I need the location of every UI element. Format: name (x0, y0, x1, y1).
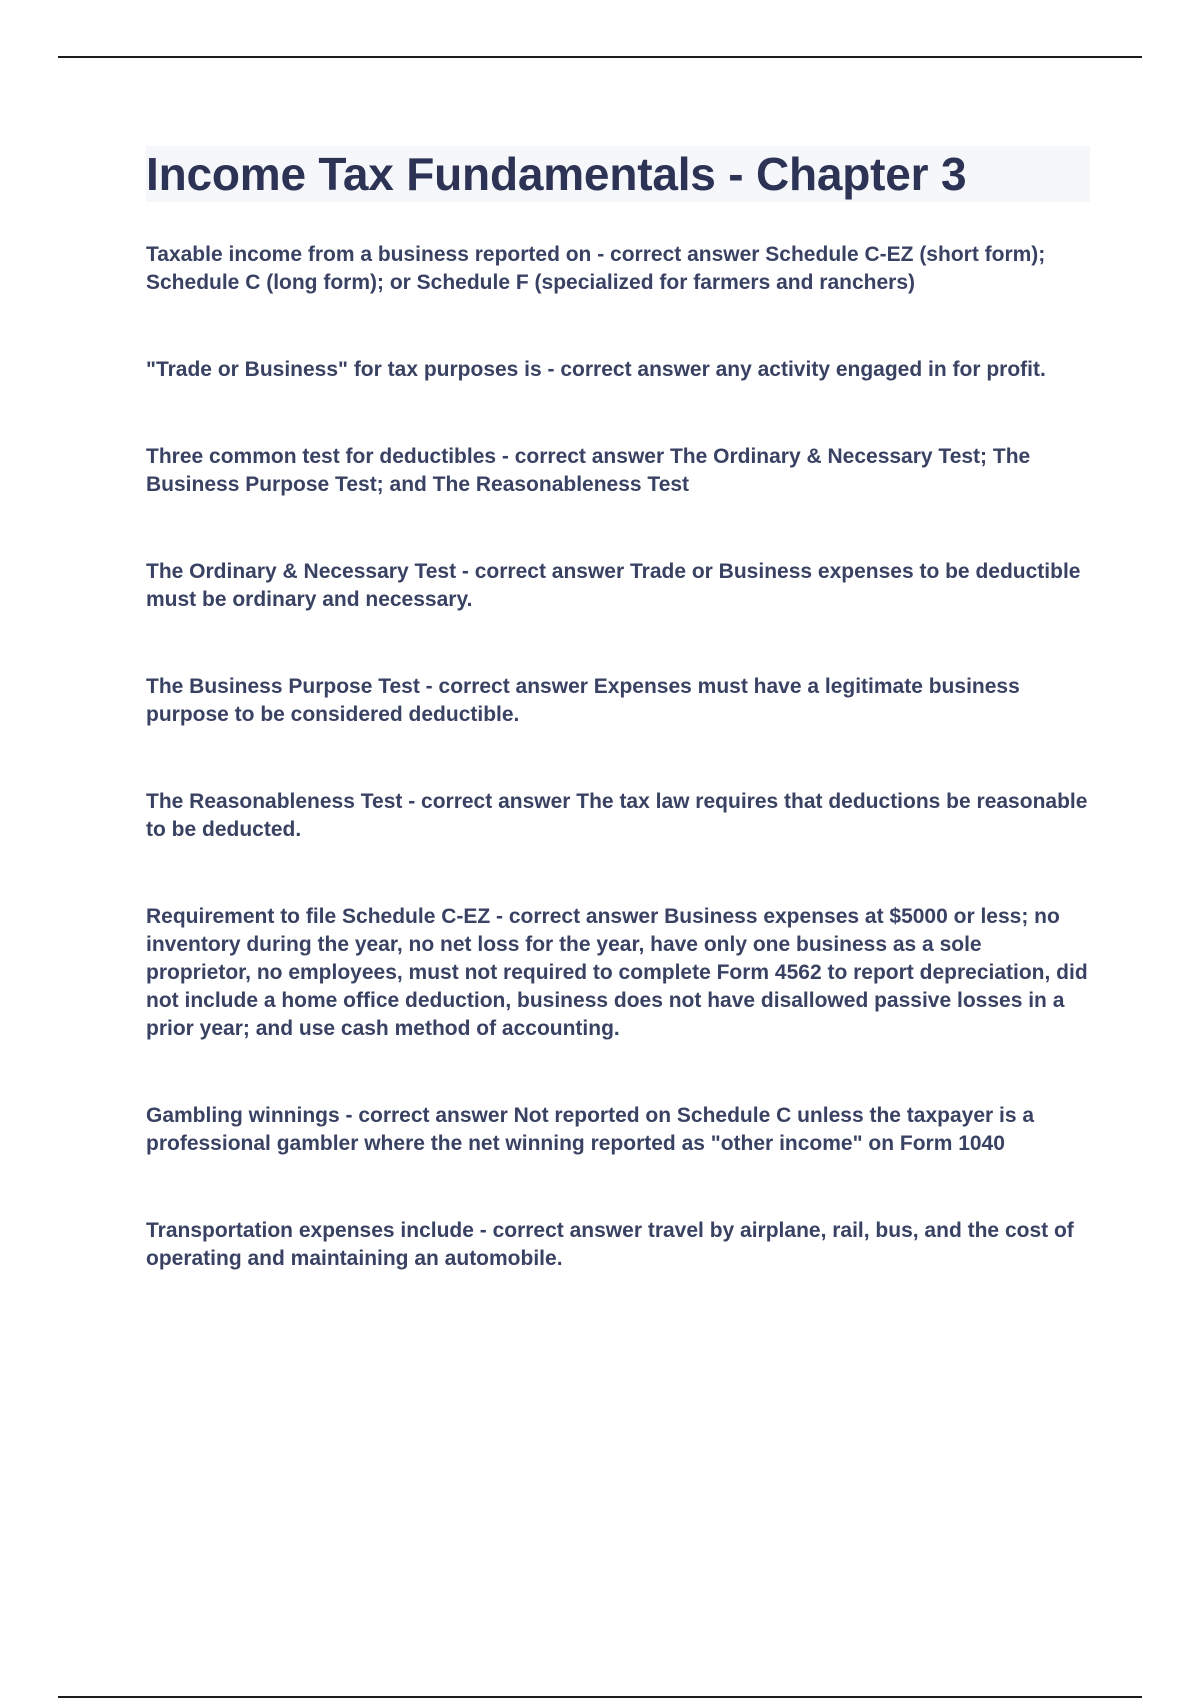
flashcard-schedule-c-ez-requirements: Requirement to file Schedule C-EZ - correct answer Business expenses at $5000 or less; no inventory during the year, no net loss for the year, have only one business as a sole proprietor, no employees, must not required to complete Form 4562 to report depreciation, did not include a home office deduction, business does not have disallowed passive losses in a prior year; and use cash method of accounting. (146, 905, 1088, 1040)
flashcard-gambling-winnings: Gambling winnings - correct answer Not reported on Schedule C unless the taxpayer is a professional gambler where the net winning reported as "other income" on Form 1040 (146, 1104, 1035, 1155)
flashcard-business-purpose-test: The Business Purpose Test - correct answer Expenses must have a legitimate business purpose to be considered deductible. (146, 675, 1020, 726)
document-body (146, 146, 1090, 1332)
flashcard-transportation-expenses: Transportation expenses include - correct answer travel by airplane, rail, bus, and the cost of operating and maintaining an automobile. (146, 1219, 1074, 1270)
flashcard-three-deductible-tests: Three common test for deductibles - correct answer The Ordinary & Necessary Test; The Business Purpose Test; and The Reasonableness Test (146, 445, 1031, 496)
title-band (146, 146, 1090, 202)
flashcard-business-income-schedules: Taxable income from a business reported on - correct answer Schedule C-EZ (short form); Schedule C (long form); or Schedule F (specialized for farmers and ranchers) (146, 243, 1046, 294)
bottom-rule (58, 1696, 1142, 1698)
top-rule (58, 56, 1142, 58)
flashcard-reasonableness-test: The Reasonableness Test - correct answer The tax law requires that deductions be reasonable to be deducted. (146, 790, 1088, 841)
document-title: Income Tax Fundamentals - Chapter 3 (146, 148, 967, 200)
flashcard-trade-or-business: "Trade or Business" for tax purposes is - correct answer any activity engaged in for profit. (146, 358, 1046, 381)
flashcard-ordinary-necessary-test: The Ordinary & Necessary Test - correct answer Trade or Business expenses to be deductible must be ordinary and necessary. (146, 560, 1081, 611)
